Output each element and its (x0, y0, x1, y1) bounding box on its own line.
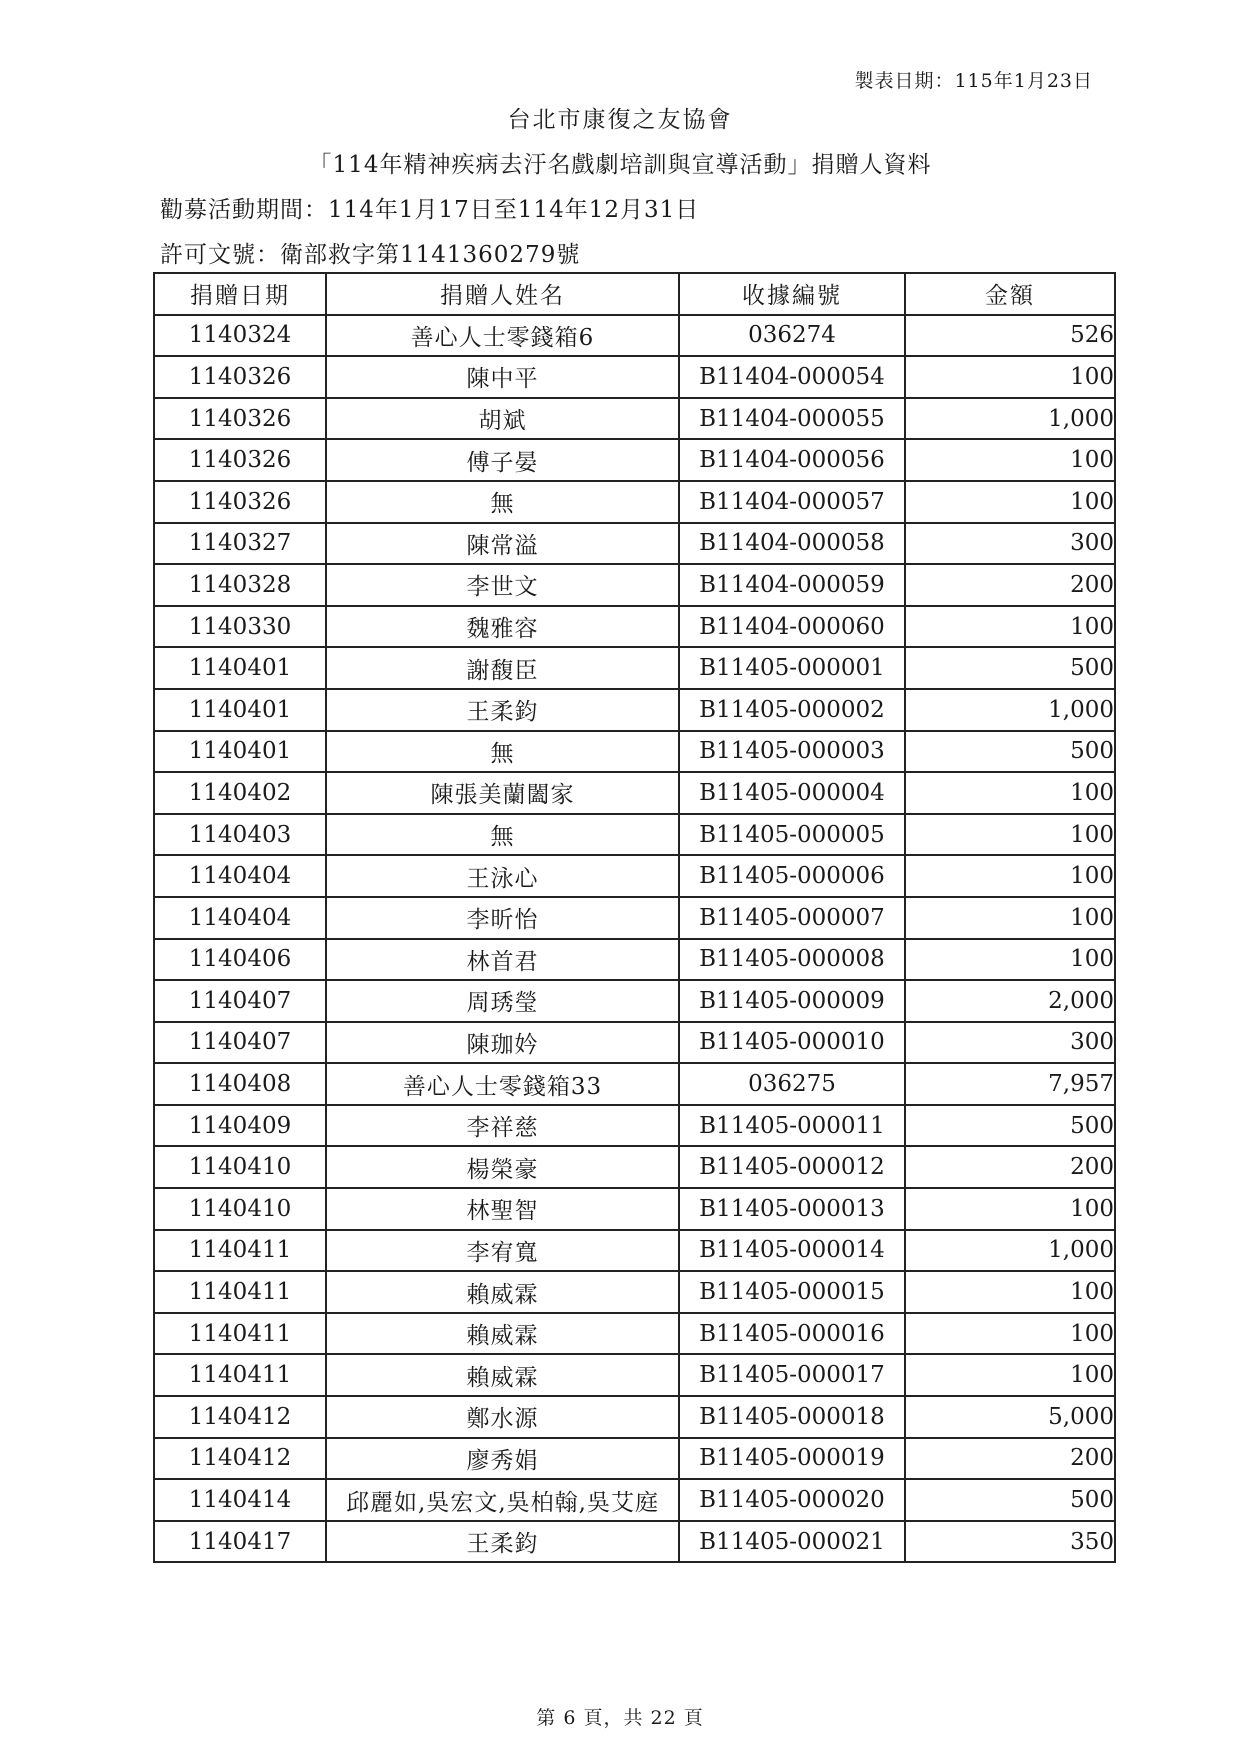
receipt-number-cell: B11405-000003 (679, 731, 905, 773)
table-row (154, 731, 1115, 773)
donor-name-cell: 邱麗如,吳宏文,吳柏翰,吳艾庭 (326, 1479, 679, 1521)
table-row (154, 1271, 1115, 1313)
date-cell: 1140326 (154, 356, 326, 398)
amount-cell: 500 (905, 731, 1115, 773)
table-row (154, 897, 1115, 939)
page-number: 第 6 頁，共 22 頁 (536, 1707, 704, 1729)
amount-cell: 100 (905, 481, 1115, 523)
date-cell: 1140411 (154, 1271, 326, 1313)
date-cell: 1140411 (154, 1354, 326, 1396)
table-row (154, 439, 1115, 481)
date-cell: 1140327 (154, 523, 326, 565)
column-header-date: 捐贈日期 (154, 273, 326, 315)
table-row (154, 606, 1115, 648)
amount-cell: 100 (905, 439, 1115, 481)
receipt-number-cell: 036275 (679, 1063, 905, 1105)
date-cell: 1140417 (154, 1521, 326, 1563)
receipt-number-cell: B11405-000019 (679, 1438, 905, 1480)
receipt-number-cell: B11405-000008 (679, 939, 905, 981)
amount-cell: 100 (905, 1271, 1115, 1313)
date-cell: 1140401 (154, 647, 326, 689)
donor-name-cell: 賴威霖 (326, 1313, 679, 1355)
table-row (154, 1230, 1115, 1272)
donor-name-cell: 周琇瑩 (326, 980, 679, 1022)
table-row (154, 1105, 1115, 1147)
date-cell: 1140414 (154, 1479, 326, 1521)
amount-cell: 350 (905, 1521, 1115, 1563)
amount-cell: 100 (905, 356, 1115, 398)
table-row (154, 564, 1115, 606)
donor-name-cell: 王柔鈞 (326, 689, 679, 731)
table-row (154, 1396, 1115, 1438)
receipt-number-cell: B11405-000007 (679, 897, 905, 939)
receipt-number-cell: B11405-000006 (679, 855, 905, 897)
donor-name-cell: 謝馥臣 (326, 647, 679, 689)
receipt-number-cell: B11405-000010 (679, 1022, 905, 1064)
column-header-amount: 金額 (905, 273, 1115, 315)
amount-cell: 100 (905, 897, 1115, 939)
donor-name-cell: 賴威霖 (326, 1354, 679, 1396)
amount-cell: 200 (905, 1146, 1115, 1188)
amount-cell: 500 (905, 647, 1115, 689)
receipt-number-cell: B11405-000020 (679, 1479, 905, 1521)
date-cell: 1140408 (154, 1063, 326, 1105)
receipt-number-cell: B11405-000001 (679, 647, 905, 689)
receipt-number-cell: B11405-000004 (679, 772, 905, 814)
date-cell: 1140406 (154, 939, 326, 981)
donor-name-cell: 善心人士零錢箱6 (326, 315, 679, 357)
donor-name-cell: 無 (326, 731, 679, 773)
receipt-number-cell: B11405-000011 (679, 1105, 905, 1147)
receipt-number-cell: B11404-000058 (679, 523, 905, 565)
donor-name-cell: 陳張美蘭闔家 (326, 772, 679, 814)
donor-table-body (154, 315, 1115, 1563)
receipt-number-cell: B11405-000002 (679, 689, 905, 731)
donor-name-cell: 陳中平 (326, 356, 679, 398)
amount-cell: 100 (905, 1313, 1115, 1355)
donor-name-cell: 鄭水源 (326, 1396, 679, 1438)
table-row (154, 356, 1115, 398)
table-row (154, 980, 1115, 1022)
table-row (154, 939, 1115, 981)
donor-name-cell: 楊榮豪 (326, 1146, 679, 1188)
amount-cell: 300 (905, 523, 1115, 565)
receipt-number-cell: B11404-000055 (679, 398, 905, 440)
receipt-number-cell: B11405-000012 (679, 1146, 905, 1188)
date-cell: 1140412 (154, 1396, 326, 1438)
amount-cell: 500 (905, 1105, 1115, 1147)
donor-name-cell: 陳珈妗 (326, 1022, 679, 1064)
table-row (154, 523, 1115, 565)
table-header-row (154, 273, 1115, 315)
table-row (154, 1146, 1115, 1188)
date-cell: 1140411 (154, 1313, 326, 1355)
table-row (154, 1521, 1115, 1563)
amount-cell: 100 (905, 814, 1115, 856)
date-cell: 1140410 (154, 1188, 326, 1230)
amount-cell: 300 (905, 1022, 1115, 1064)
receipt-number-cell: B11405-000013 (679, 1188, 905, 1230)
document-title: 「114年精神疾病去汙名戲劇培訓與宣導活動」捐贈人資料 (308, 152, 932, 178)
amount-cell: 526 (905, 315, 1115, 357)
amount-cell: 1,000 (905, 689, 1115, 731)
date-cell: 1140401 (154, 689, 326, 731)
date-cell: 1140330 (154, 606, 326, 648)
receipt-number-cell: B11404-000060 (679, 606, 905, 648)
table-row (154, 855, 1115, 897)
table-row (154, 647, 1115, 689)
table-row (154, 814, 1115, 856)
receipt-number-cell: B11404-000059 (679, 564, 905, 606)
donor-name-cell: 無 (326, 481, 679, 523)
receipt-number-cell: B11404-000057 (679, 481, 905, 523)
receipt-number-cell: B11405-000009 (679, 980, 905, 1022)
donor-name-cell: 李世文 (326, 564, 679, 606)
amount-cell: 200 (905, 1438, 1115, 1480)
donor-name-cell: 林聖智 (326, 1188, 679, 1230)
permit-number: 許可文號：衛部救字第1141360279號 (160, 242, 581, 268)
date-cell: 1140407 (154, 1022, 326, 1064)
receipt-number-cell: B11405-000017 (679, 1354, 905, 1396)
table-row (154, 481, 1115, 523)
date-cell: 1140407 (154, 980, 326, 1022)
amount-cell: 500 (905, 1479, 1115, 1521)
fundraising-period: 勸募活動期間：114年1月17日至114年12月31日 (160, 197, 700, 223)
receipt-number-cell: B11405-000021 (679, 1521, 905, 1563)
donor-table (153, 272, 1116, 1563)
amount-cell: 100 (905, 939, 1115, 981)
date-cell: 1140410 (154, 1146, 326, 1188)
date-cell: 1140404 (154, 897, 326, 939)
column-header-name: 捐贈人姓名 (326, 273, 679, 315)
receipt-number-cell: 036274 (679, 315, 905, 357)
receipt-number-cell: B11405-000005 (679, 814, 905, 856)
amount-cell: 100 (905, 606, 1115, 648)
amount-cell: 1,000 (905, 398, 1115, 440)
donor-name-cell: 陳常溢 (326, 523, 679, 565)
table-row (154, 1188, 1115, 1230)
donor-name-cell: 傅子晏 (326, 439, 679, 481)
table-row (154, 1022, 1115, 1064)
date-cell: 1140326 (154, 439, 326, 481)
column-header-receipt: 收據編號 (679, 273, 905, 315)
donor-name-cell: 林首君 (326, 939, 679, 981)
date-cell: 1140402 (154, 772, 326, 814)
donor-name-cell: 李昕怡 (326, 897, 679, 939)
date-cell: 1140404 (154, 855, 326, 897)
amount-cell: 100 (905, 855, 1115, 897)
organization-title: 台北市康復之友協會 (507, 107, 733, 133)
donor-name-cell: 善心人士零錢箱33 (326, 1063, 679, 1105)
amount-cell: 2,000 (905, 980, 1115, 1022)
date-cell: 1140412 (154, 1438, 326, 1480)
date-cell: 1140326 (154, 398, 326, 440)
donor-name-cell: 李祥慈 (326, 1105, 679, 1147)
amount-cell: 1,000 (905, 1230, 1115, 1272)
amount-cell: 7,957 (905, 1063, 1115, 1105)
made-date: 製表日期：115年1月23日 (854, 70, 1093, 92)
table-row (154, 398, 1115, 440)
table-row (154, 1479, 1115, 1521)
receipt-number-cell: B11405-000014 (679, 1230, 905, 1272)
table-row (154, 1354, 1115, 1396)
table-row (154, 1438, 1115, 1480)
table-row (154, 772, 1115, 814)
amount-cell: 100 (905, 772, 1115, 814)
donor-name-cell: 廖秀娟 (326, 1438, 679, 1480)
receipt-number-cell: B11405-000015 (679, 1271, 905, 1313)
date-cell: 1140409 (154, 1105, 326, 1147)
receipt-number-cell: B11405-000018 (679, 1396, 905, 1438)
receipt-number-cell: B11404-000056 (679, 439, 905, 481)
table-row (154, 1063, 1115, 1105)
donor-name-cell: 無 (326, 814, 679, 856)
table-row (154, 315, 1115, 357)
date-cell: 1140328 (154, 564, 326, 606)
donor-name-cell: 王泳心 (326, 855, 679, 897)
donor-name-cell: 胡斌 (326, 398, 679, 440)
amount-cell: 100 (905, 1188, 1115, 1230)
amount-cell: 100 (905, 1354, 1115, 1396)
receipt-number-cell: B11404-000054 (679, 356, 905, 398)
amount-cell: 200 (905, 564, 1115, 606)
date-cell: 1140411 (154, 1230, 326, 1272)
date-cell: 1140401 (154, 731, 326, 773)
donor-name-cell: 李宥寬 (326, 1230, 679, 1272)
donor-name-cell: 王柔鈞 (326, 1521, 679, 1563)
amount-cell: 5,000 (905, 1396, 1115, 1438)
donor-name-cell: 賴威霖 (326, 1271, 679, 1313)
table-row (154, 689, 1115, 731)
date-cell: 1140324 (154, 315, 326, 357)
receipt-number-cell: B11405-000016 (679, 1313, 905, 1355)
donor-name-cell: 魏雅容 (326, 606, 679, 648)
date-cell: 1140326 (154, 481, 326, 523)
table-row (154, 1313, 1115, 1355)
date-cell: 1140403 (154, 814, 326, 856)
